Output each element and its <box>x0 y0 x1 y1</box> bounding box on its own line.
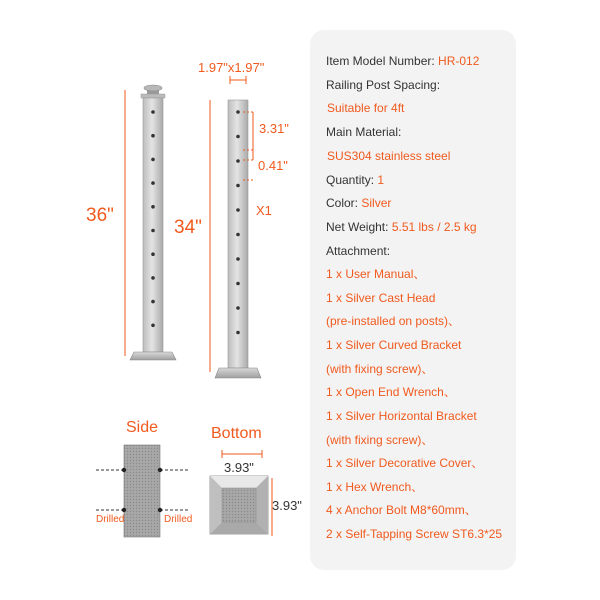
cable-hole <box>236 233 240 237</box>
attachment-item: 4 x Anchor Bolt M8*60mm、 <box>326 503 477 517</box>
cable-hole <box>151 229 155 233</box>
model-row <box>326 54 479 68</box>
material-value: SUS304 stainless steel <box>327 149 451 163</box>
spacing-value: Suitable for 4ft <box>327 101 405 115</box>
cable-hole <box>151 300 155 304</box>
cable-hole <box>151 205 155 209</box>
spacing-row <box>326 78 440 92</box>
side-view-title: Side <box>126 419 159 436</box>
cable-hole <box>151 134 155 138</box>
attachment-item: (pre-installed on posts)、 <box>326 314 461 328</box>
attachment-label: Attachment: <box>326 244 391 258</box>
model-label: Item Model Number: <box>326 54 435 68</box>
attachment-item: 1 x Silver Decorative Cover、 <box>326 456 484 470</box>
cable-hole <box>236 110 240 114</box>
total-height-dimension: 36" <box>86 205 114 226</box>
drilled-label-left: Drilled <box>96 514 125 525</box>
drilled-label-right: Drilled <box>164 514 193 525</box>
attachment-item: 1 x User Manual、 <box>326 267 426 281</box>
attachment-item: 1 x Silver Cast Head <box>326 291 436 305</box>
quantity-mark: X1 <box>256 203 272 218</box>
attachment-item: 1 x Silver Curved Bracket <box>326 338 462 352</box>
material-row <box>326 125 401 139</box>
cable-hole <box>151 252 155 256</box>
attachment-item: 2 x Self-Tapping Screw ST6.3*25 <box>326 527 503 541</box>
spacing-value-row <box>327 101 404 115</box>
attachment-item: 1 x Open End Wrench、 <box>326 385 456 399</box>
weight-row <box>326 220 477 234</box>
cable-hole <box>236 306 240 310</box>
weight-value: 5.51 lbs / 2.5 kg <box>391 220 477 234</box>
cable-hole <box>236 184 240 188</box>
bottom-view-drawing <box>210 476 268 534</box>
cable-hole <box>236 135 240 139</box>
cross-section-dimension: 1.97"x1.97" <box>198 60 265 75</box>
hole-spacing-dimension: 3.31" <box>259 121 289 136</box>
color-label: Color: <box>326 196 359 210</box>
cable-hole <box>151 324 155 328</box>
cable-hole <box>236 331 240 335</box>
attachment-item: 1 x Hex Wrench、 <box>326 480 424 494</box>
material-label: Main Material: <box>326 125 402 139</box>
weight-label: Net Weight: <box>326 220 389 234</box>
bottom-view-title: Bottom <box>211 425 262 442</box>
base-width-dimension: 3.93" <box>224 460 254 475</box>
cable-hole <box>236 208 240 212</box>
cable-hole <box>151 181 155 185</box>
base-depth-dimension: 3.93" <box>272 498 302 513</box>
spacing-label: Railing Post Spacing: <box>326 78 441 92</box>
quantity-label: Quantity: <box>326 173 375 187</box>
material-value-row <box>327 149 450 163</box>
cable-hole <box>236 282 240 286</box>
post-with-head <box>130 85 176 360</box>
attachment-row <box>326 244 390 258</box>
cable-hole <box>151 158 155 162</box>
quantity-row <box>326 173 384 187</box>
quantity-value: 1 <box>377 173 385 187</box>
attachment-item: (with fixing screw)、 <box>326 362 434 376</box>
color-row <box>326 196 391 210</box>
color-value: Silver <box>361 196 392 210</box>
attachment-item: (with fixing screw)、 <box>326 433 434 447</box>
post-height-dimension: 34" <box>174 217 202 238</box>
model-value: HR-012 <box>438 54 480 68</box>
cable-hole <box>236 257 240 261</box>
attachment-item: 1 x Silver Horizontal Bracket <box>326 409 477 423</box>
cable-hole <box>151 110 155 114</box>
hole-gap-dimension: 0.41" <box>258 158 288 173</box>
cable-hole <box>236 159 240 163</box>
cable-hole <box>151 276 155 280</box>
post-without-head <box>215 100 261 378</box>
